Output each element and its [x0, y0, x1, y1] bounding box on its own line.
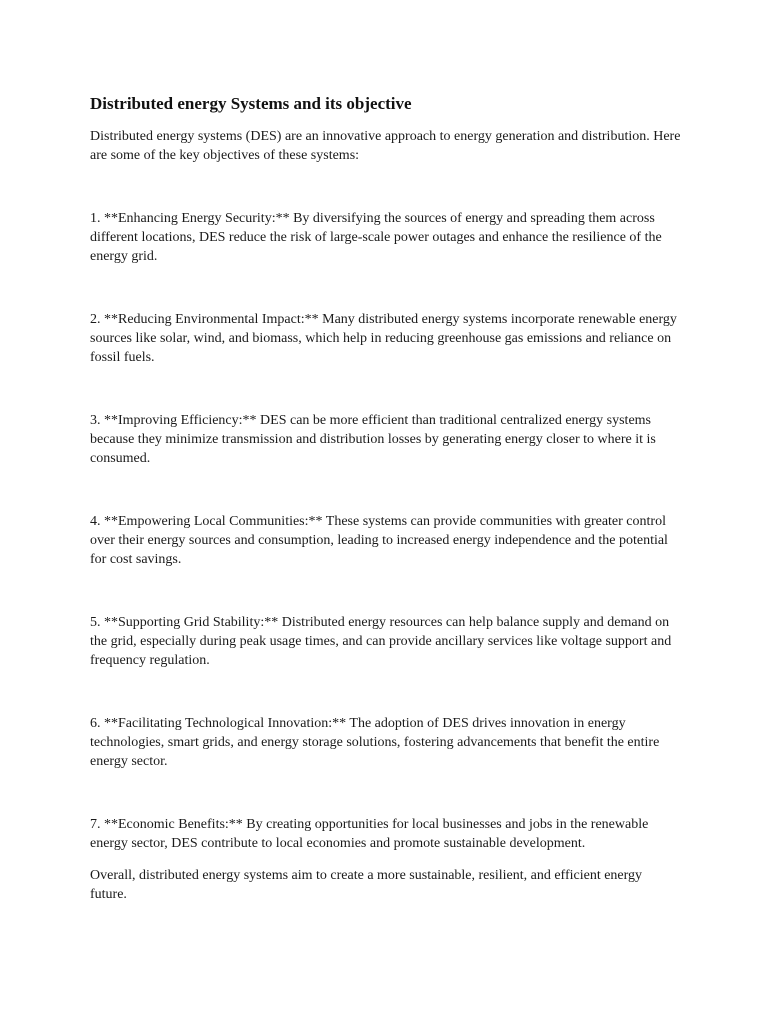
- objective-item-2: 2. **Reducing Environmental Impact:** Many distributed energy systems incorporate renewable energy sources like solar, wind, and biomass, which help in reducing greenhouse gas emissions and reliance on fossil fuels.: [90, 312, 677, 365]
- conclusion-paragraph: Overall, distributed energy systems aim to create a more sustainable, resilient, and efficient energy future.: [90, 868, 643, 902]
- document-body: [90, 94, 682, 904]
- intro-paragraph: Distributed energy systems (DES) are an innovative approach to energy generation and distribution. Here are some of the key objectives of these systems:: [90, 129, 681, 163]
- objective-item-6: 6. **Facilitating Technological Innovation:** The adoption of DES drives innovation in energy technologies, smart grids, and energy storage solutions, fostering advancements that benefit the entire energy sector.: [90, 716, 660, 769]
- objective-item-1: 1. **Enhancing Energy Security:** By diversifying the sources of energy and spreading them across different locations, DES reduce the risk of large-scale power outages and enhance the resilience of the energy grid.: [90, 211, 662, 264]
- document-title: Distributed energy Systems and its objective: [90, 94, 412, 113]
- objective-item-4: 4. **Empowering Local Communities:** These systems can provide communities with greater control over their energy sources and consumption, leading to increased energy independence and the potential for cost savings.: [90, 514, 668, 567]
- objective-item-5: 5. **Supporting Grid Stability:** Distributed energy resources can help balance supply and demand on the grid, especially during peak usage times, and can provide ancillary services like voltage support and frequency regulation.: [90, 615, 672, 668]
- objective-item-3: 3. **Improving Efficiency:** DES can be more efficient than traditional centralized energy systems because they minimize transmission and distribution losses by generating energy closer to where it is consumed.: [90, 413, 656, 466]
- objective-item-7: 7. **Economic Benefits:** By creating opportunities for local businesses and jobs in the renewable energy sector, DES contribute to local economies and promote sustainable development.: [90, 817, 649, 851]
